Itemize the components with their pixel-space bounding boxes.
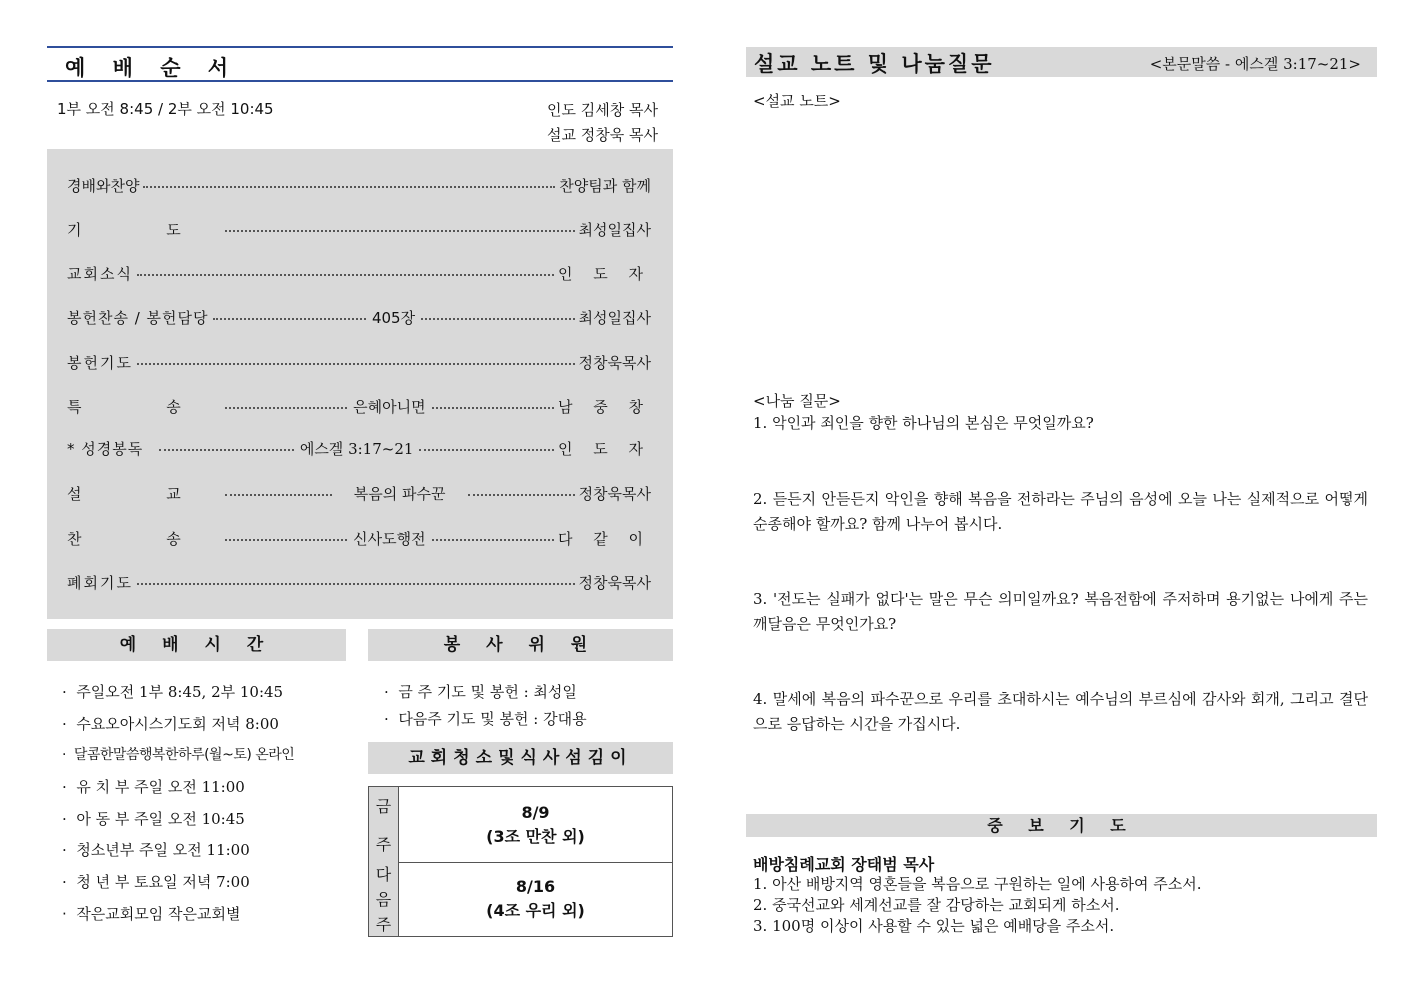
intercession-item: 3. 100명 이상이 사용할 수 있는 넓은 예배당을 주소서. (753, 917, 1115, 935)
intercession-subject: 배방침례교회 장태범 목사 (753, 855, 935, 874)
leader-dots (225, 230, 575, 232)
question-item (753, 487, 1368, 537)
leader-dots (225, 407, 347, 409)
leader-dots (213, 318, 366, 320)
order-label: 특 송 (67, 397, 221, 416)
staff-header: 봉 사 위 원 (368, 629, 673, 661)
cleaning-team: (4조 우리 외) (486, 900, 585, 920)
cleaning-header: 교회청소및식사섬김이 (368, 742, 673, 774)
scripture-reference: <본문말씀 - 에스겔 3:17~21> (1149, 55, 1361, 73)
order-person: 남 중 창 (557, 397, 651, 416)
worship-time-item: · 주일오전 1부 8:45, 2부 10:45 (62, 683, 284, 701)
question-text: 4. 말세에 복음의 파수꾼으로 우리를 초대하시는 예수님의 부르심에 감사와 회개, 그리고 결단으로 응답하는 시간을 가집시다. (753, 690, 1368, 733)
sermon-notes-label: <설교 노트> (753, 92, 841, 110)
worship-time-text: 유 치 부 주일 오전 11:00 (76, 778, 245, 796)
order-row (67, 527, 651, 549)
cleaning-date: 8/16 (515, 876, 556, 896)
worship-time-text: 작은교회모임 작은교회별 (76, 905, 241, 923)
intercession-item: 1. 아산 배방지역 영혼들을 복음으로 구원하는 일에 사용하여 주소서. (753, 875, 1202, 893)
leader-dots (432, 407, 554, 409)
question-item (753, 587, 1368, 637)
leader-dots (225, 494, 332, 496)
worship-time-text: 청 년 부 토요일 저녁 7:00 (76, 873, 250, 891)
order-person: 인 도 자 (557, 264, 651, 283)
staff-text: 다음주 기도 및 봉헌 : 강대용 (398, 710, 587, 728)
order-detail: 405장 (371, 308, 416, 327)
question-item (753, 687, 1368, 737)
order-detail: 신사도행전 (353, 529, 426, 548)
preacher: 설교 정창욱 목사 (547, 126, 658, 144)
intercession-item: 2. 중국선교와 세계선교를 잘 감당하는 교회되게 하소서. (753, 896, 1120, 914)
table-row (369, 787, 672, 863)
cleaning-team: (3조 만찬 외) (486, 826, 585, 846)
cleaning-table (368, 786, 673, 937)
order-row (67, 571, 651, 593)
leader-dots (421, 318, 574, 320)
week-char: 다 (375, 865, 392, 884)
worship-times-header: 예 배 시 간 (47, 629, 346, 661)
order-title: 예 배 순 서 (65, 56, 239, 80)
week-char: 주 (375, 834, 392, 854)
leader-dots (137, 274, 554, 276)
week-label (369, 787, 399, 862)
worship-time-text: 주일오전 1부 8:45, 2부 10:45 (76, 683, 284, 701)
order-title-bar (47, 46, 673, 82)
worship-time-text: 수요오아시스기도회 저녁 8:00 (76, 715, 279, 733)
worship-time-item: · 수요오아시스기도회 저녁 8:00 (62, 715, 279, 733)
order-row (67, 437, 651, 459)
worship-time-item: · 달콤한말씀행복한하루(월~토) 온라인 (62, 747, 295, 763)
order-label: 기 도 (67, 220, 221, 239)
order-row (67, 174, 651, 196)
order-row (67, 482, 651, 504)
order-label: 찬 송 (67, 529, 221, 548)
order-label: 경배와찬양 (67, 176, 140, 195)
sermon-header (746, 47, 1377, 77)
order-person: 찬양팀과 함께 (559, 176, 651, 195)
order-row (67, 218, 651, 240)
question-text: 3. '전도는 실패가 없다'는 말은 무슨 의미일까요? 복음전함에 주저하며 용기없는 나에게 주는 깨달음은 무엇인가요? (753, 590, 1368, 633)
order-detail: 은혜아니면 (353, 397, 426, 416)
questions-label: <나눔 질문> (753, 392, 841, 410)
leader-dots (468, 494, 575, 496)
order-person: 최성일집사 (578, 308, 651, 327)
week-label (369, 861, 399, 936)
order-row (67, 306, 651, 328)
order-person: 정창욱목사 (578, 484, 652, 503)
question-text: 1. 악인과 죄인을 향한 하나님의 본심은 무엇일까요? (753, 414, 1094, 432)
order-row (67, 395, 651, 417)
week-char: 음 (375, 890, 392, 909)
worship-time-text: 달콤한말씀행복한하루(월~토) 온라인 (73, 747, 295, 763)
staff-item: · 금 주 기도 및 봉헌 : 최성일 (384, 683, 577, 701)
cleaning-assignment (399, 787, 672, 862)
leader-dots (419, 449, 554, 451)
order-label: 교회소식 (67, 264, 133, 283)
staff-text: 금 주 기도 및 봉헌 : 최성일 (398, 683, 577, 701)
question-item (753, 411, 1368, 436)
cleaning-assignment (399, 861, 672, 936)
worship-time-item: · 유 치 부 주일 오전 11:00 (62, 778, 245, 796)
week-char: 금 (375, 797, 392, 817)
order-label: 봉헌찬송 / 봉헌담당 (67, 308, 209, 327)
worship-time-item: · 아 동 부 주일 오전 10:45 (62, 810, 245, 828)
leader-dots (137, 583, 575, 585)
leader-dots (225, 539, 347, 541)
order-detail: 복음의 파수꾼 (353, 484, 446, 503)
order-person: 정창욱목사 (578, 573, 651, 592)
service-leaders (547, 98, 658, 148)
leader-dots (143, 186, 555, 188)
order-person: 최성일집사 (578, 220, 651, 239)
table-row (369, 861, 672, 936)
order-label: 폐회기도 (67, 573, 133, 592)
order-person: 다 같 이 (557, 529, 651, 548)
worship-time-item: · 작은교회모임 작은교회별 (62, 905, 241, 923)
leader-dots (159, 449, 294, 451)
question-text: 2. 듣든지 안듣든지 악인을 향해 복음을 전하라는 주님의 음성에 오늘 나는 실제적으로 어떻게 순종해야 할까요? 함께 나누어 봅시다. (753, 490, 1368, 533)
worship-time-text: 아 동 부 주일 오전 10:45 (76, 810, 245, 828)
order-detail: 에스겔 3:17~21 (299, 439, 414, 458)
service-times: 1부 오전 8:45 / 2부 오전 10:45 (57, 100, 274, 118)
week-char: 주 (375, 915, 392, 934)
worship-time-text: 청소년부 주일 오전 11:00 (76, 841, 250, 859)
prayer-leader: 인도 김세창 목사 (547, 101, 658, 119)
leader-dots (137, 363, 575, 365)
leader-dots (432, 539, 554, 541)
order-row (67, 262, 651, 284)
order-label: 설 교 (67, 484, 221, 503)
order-person: 정창욱목사 (578, 353, 651, 372)
intercession-header: 중 보 기 도 (746, 814, 1377, 837)
order-label: * 성경봉독 (67, 439, 144, 458)
order-row (67, 351, 651, 373)
sermon-title: 설교 노트 및 나눔질문 (754, 52, 995, 76)
order-person: 인 도 자 (558, 439, 652, 458)
cleaning-date: 8/9 (521, 802, 550, 822)
worship-time-item: · 청 년 부 토요일 저녁 7:00 (62, 873, 250, 891)
staff-item: · 다음주 기도 및 봉헌 : 강대용 (384, 710, 587, 728)
order-of-service (47, 149, 673, 619)
worship-time-item: · 청소년부 주일 오전 11:00 (62, 841, 250, 859)
order-label: 봉헌기도 (67, 353, 133, 372)
